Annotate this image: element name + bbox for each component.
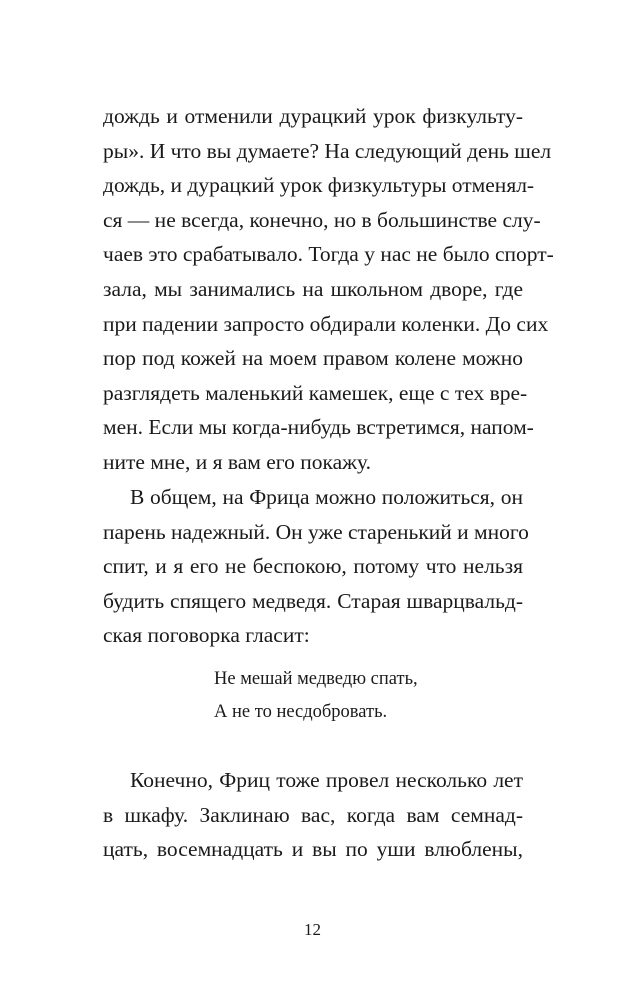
poem-verse: А не то несдобровать. [214, 702, 388, 722]
paragraph-line: будить спящего медведя. Старая шварцвальд- [103, 588, 523, 613]
paragraph-line: спит, и я его не беспокою, потому что нельзя [103, 554, 523, 579]
paragraph-line: Конечно, Фриц тоже провел несколько лет [130, 768, 523, 792]
poem-verse: Не мешай медведю спать, [214, 669, 418, 689]
paragraph-2 [103, 480, 529, 653]
paragraph-line: разглядеть маленький камешек, еще с тех вре- [103, 380, 528, 405]
paragraph-line: в шкафу. Заклинаю вас, когда вам семнад- [103, 802, 523, 827]
paragraph-1 [103, 99, 554, 480]
paragraph-3 [103, 763, 523, 867]
paragraph-line: ская поговорка гласит: [103, 623, 310, 648]
paragraph-line: зала, мы занимались на школьном дворе, где [103, 276, 523, 301]
paragraph-line: мен. Если мы когда-нибудь встретимся, напом- [103, 415, 534, 440]
paragraph-line: дождь, и дурацкий урок физкультуры отменял- [103, 173, 535, 198]
paragraph-line: ните мне, и я вам его покажу. [103, 449, 371, 474]
paragraph-line: цать, восемнадцать и вы по уши влюблены, [103, 837, 523, 862]
poem [214, 663, 418, 729]
page-number: 12 [304, 920, 321, 939]
paragraph-line: дождь и отменили дурацкий урок физкульту- [103, 104, 523, 128]
paragraph-line: чаев это срабатывало. Тогда у нас не было спорт- [103, 242, 554, 267]
paragraph-line: при падении запросто обдирали коленки. До сих [103, 311, 549, 336]
paragraph-line: ры». И что вы думаете? На следующий день шел [103, 138, 552, 163]
paragraph-line: пор под кожей на моем правом колене можно [103, 346, 523, 371]
paragraph-line: ся — не всегда, конечно, но в большинстве слу- [103, 207, 541, 232]
paragraph-line: парень надежный. Он уже старенький и много [103, 519, 529, 544]
paragraph-line: В общем, на Фрица можно положиться, он [130, 485, 523, 509]
